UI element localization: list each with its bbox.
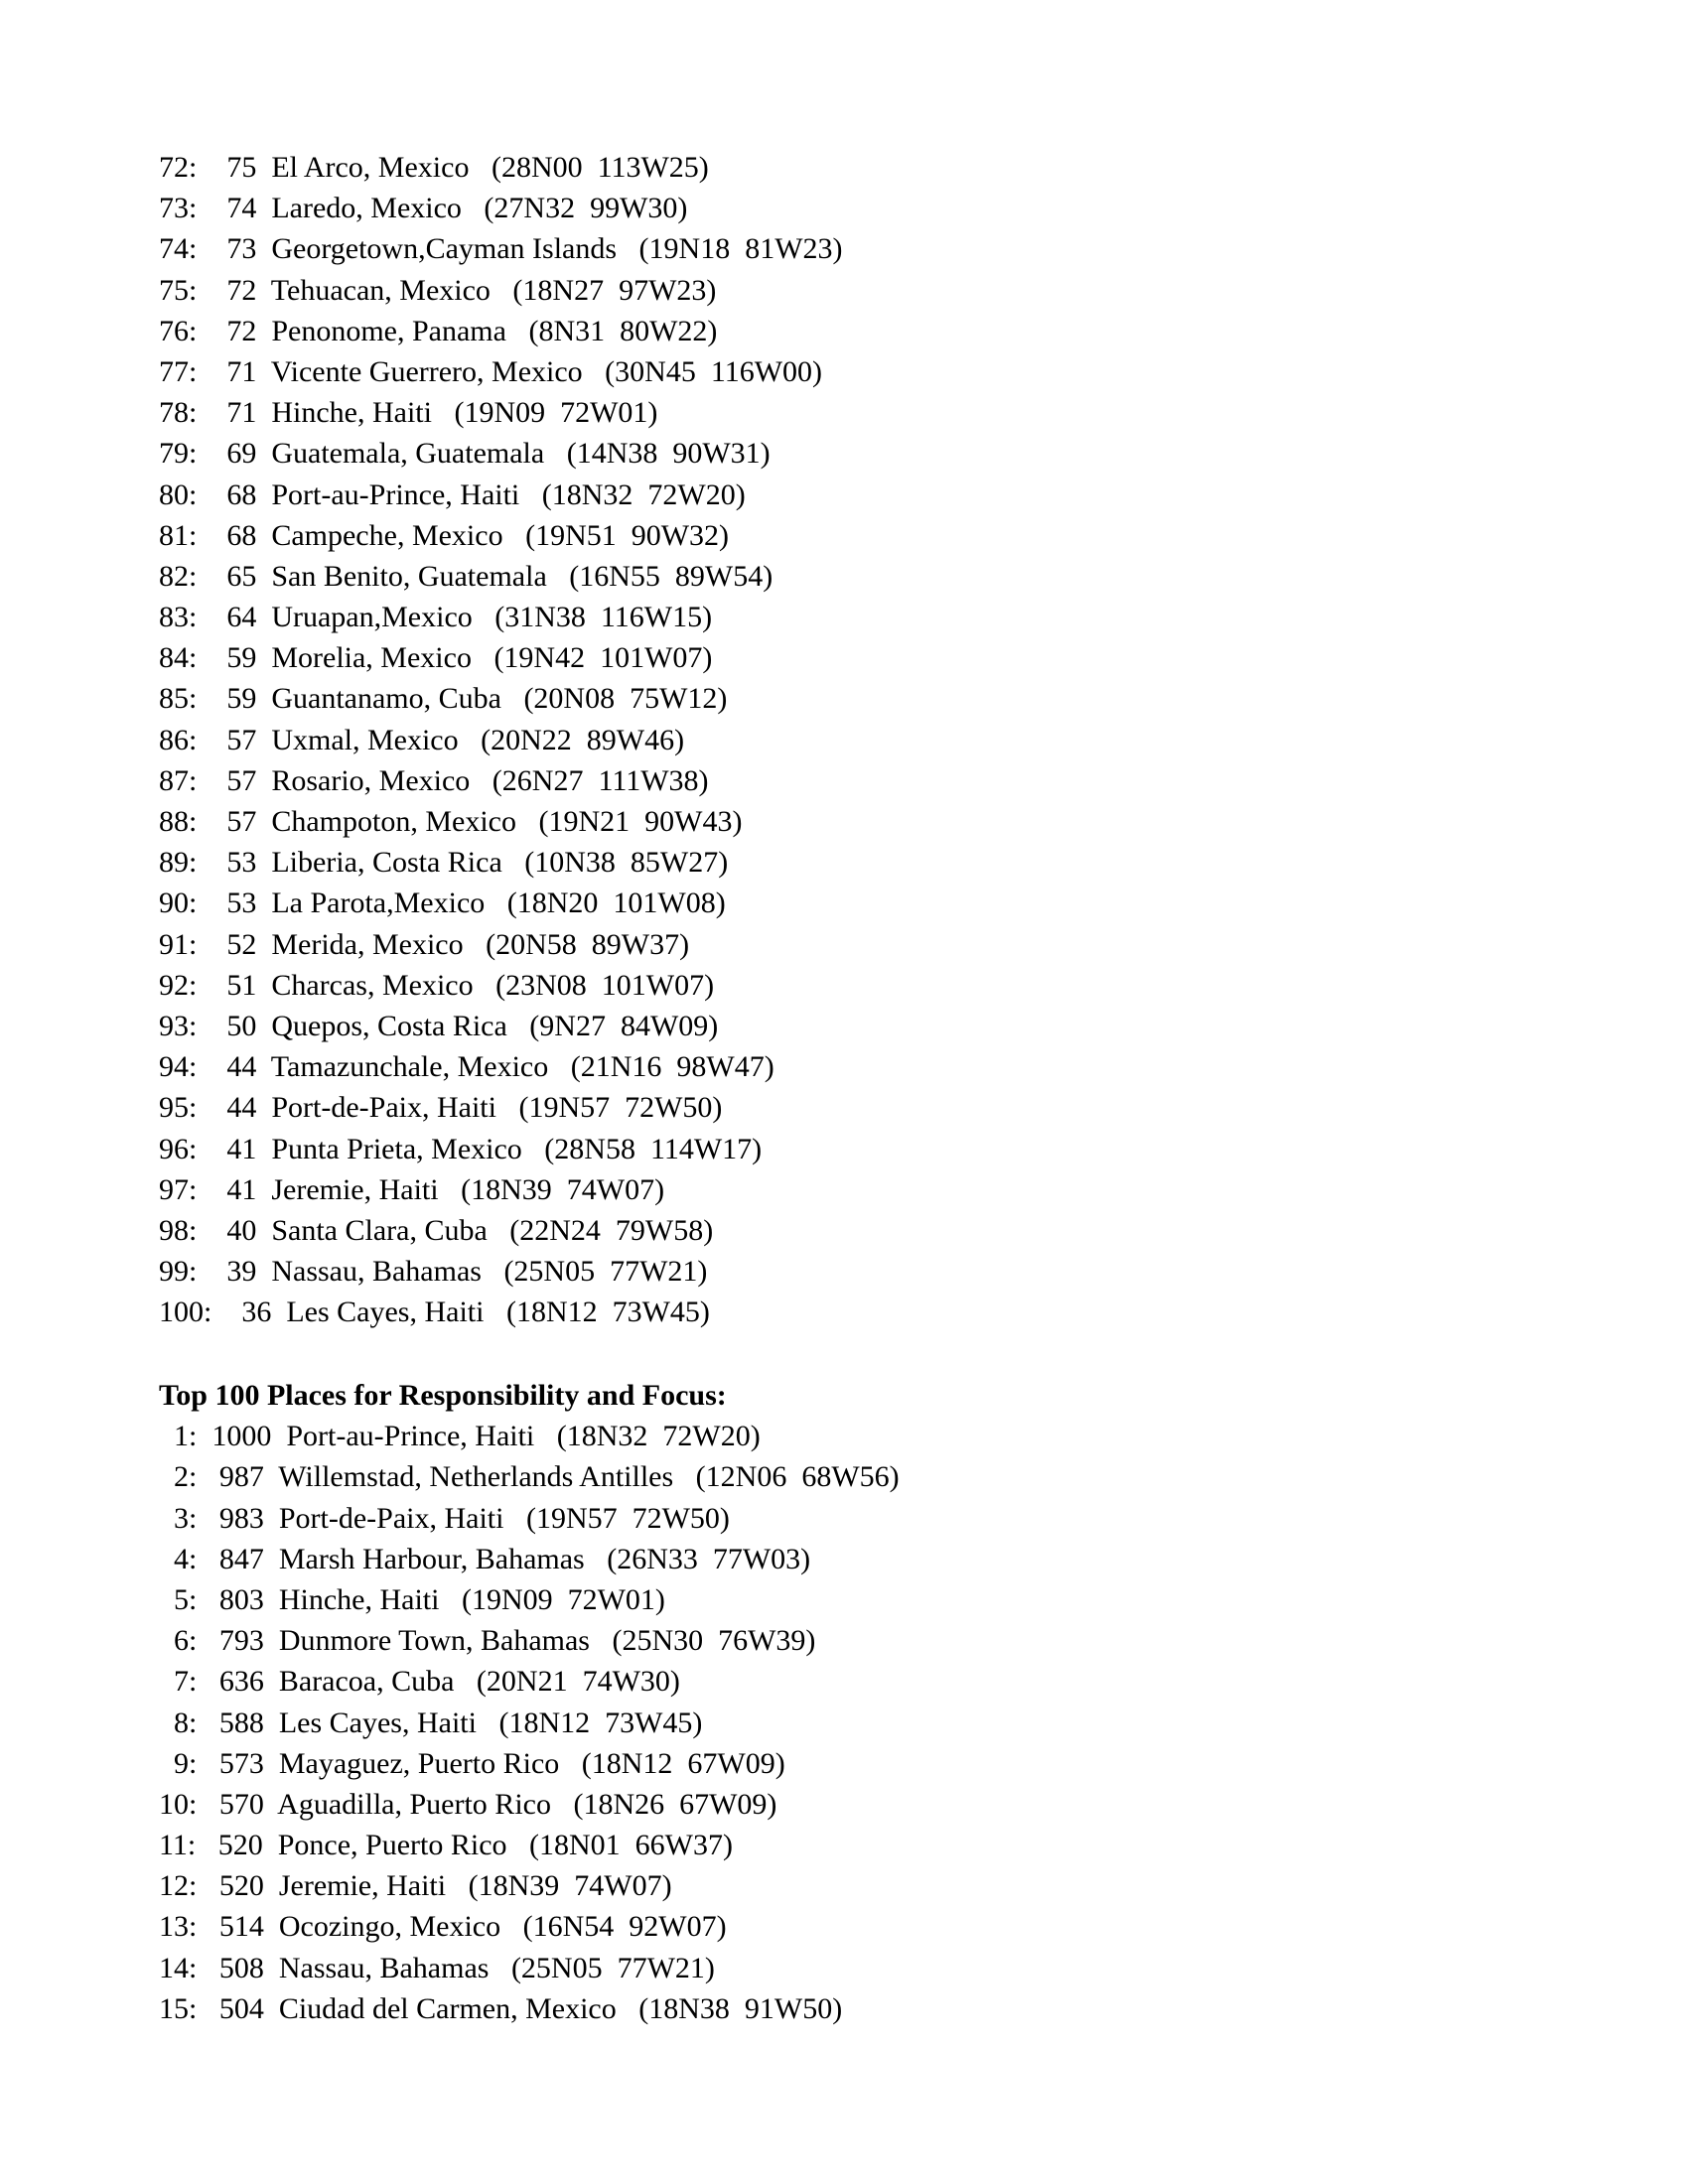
list-item: 9: 573 Mayaguez, Puerto Rico (18N12 67W09) xyxy=(159,1746,785,1780)
list-item: 94: 44 Tamazunchale, Mexico (21N16 98W47) xyxy=(159,1050,774,1084)
list-item: 97: 41 Jeremie, Haiti (18N39 74W07) xyxy=(159,1172,665,1206)
list-item: 6: 793 Dunmore Town, Bahamas (25N30 76W39) xyxy=(159,1624,816,1658)
list-item: 3: 983 Port-de-Paix, Haiti (19N57 72W50) xyxy=(159,1501,730,1535)
list-item: 84: 59 Morelia, Mexico (19N42 101W07) xyxy=(159,641,713,675)
section-heading: Top 100 Places for Responsibility and Focus: xyxy=(159,1379,727,1412)
list-item: 13: 514 Ocozingo, Mexico (16N54 92W07) xyxy=(159,1910,727,1944)
list-item: 1: 1000 Port-au-Prince, Haiti (18N32 72W20) xyxy=(159,1420,761,1453)
list-item: 95: 44 Port-de-Paix, Haiti (19N57 72W50) xyxy=(159,1091,723,1125)
list-item: 75: 72 Tehuacan, Mexico (18N27 97W23) xyxy=(159,273,717,307)
list-item: 7: 636 Baracoa, Cuba (20N21 74W30) xyxy=(159,1665,680,1699)
list-item: 73: 74 Laredo, Mexico (27N32 99W30) xyxy=(159,192,688,225)
list-item: 14: 508 Nassau, Bahamas (25N05 77W21) xyxy=(159,1951,715,1984)
list-item: 76: 72 Penonome, Panama (8N31 80W22) xyxy=(159,314,718,347)
list-item: 11: 520 Ponce, Puerto Rico (18N01 66W37) xyxy=(159,1829,733,1862)
list-item: 93: 50 Quepos, Costa Rica (9N27 84W09) xyxy=(159,1009,719,1042)
list-item: 85: 59 Guantanamo, Cuba (20N08 75W12) xyxy=(159,682,728,716)
list-item: 4: 847 Marsh Harbour, Bahamas (26N33 77W03) xyxy=(159,1542,811,1575)
list-item: 99: 39 Nassau, Bahamas (25N05 77W21) xyxy=(159,1255,708,1289)
list-item: 81: 68 Campeche, Mexico (19N51 90W32) xyxy=(159,518,730,552)
list-item: 83: 64 Uruapan,Mexico (31N38 116W15) xyxy=(159,601,713,634)
list-item: 15: 504 Ciudad del Carmen, Mexico (18N38 91W50) xyxy=(159,1991,843,2025)
list-item: 78: 71 Hinche, Haiti (19N09 72W01) xyxy=(159,396,658,430)
list-item: 72: 75 El Arco, Mexico (28N00 113W25) xyxy=(159,151,709,184)
list-item: 10: 570 Aguadilla, Puerto Rico (18N26 67W09) xyxy=(159,1787,777,1821)
list-item: 87: 57 Rosario, Mexico (26N27 111W38) xyxy=(159,763,709,797)
list-item: 98: 40 Santa Clara, Cuba (22N24 79W58) xyxy=(159,1213,714,1247)
list-item: 92: 51 Charcas, Mexico (23N08 101W07) xyxy=(159,968,715,1002)
list-item: 91: 52 Merida, Mexico (20N58 89W37) xyxy=(159,927,690,961)
list-item: 2: 987 Willemstad, Netherlands Antilles (12N06 68W56) xyxy=(159,1460,900,1494)
list-item: 8: 588 Les Cayes, Haiti (18N12 73W45) xyxy=(159,1706,703,1739)
list-item: 86: 57 Uxmal, Mexico (20N22 89W46) xyxy=(159,723,685,756)
list-item: 80: 68 Port-au-Prince, Haiti (18N32 72W20) xyxy=(159,478,746,511)
responsibility-focus-section xyxy=(159,1375,900,2029)
list-item: 89: 53 Liberia, Costa Rica (10N38 85W27) xyxy=(159,846,729,880)
list-item: 96: 41 Punta Prieta, Mexico (28N58 114W17) xyxy=(159,1132,763,1165)
list-item: 79: 69 Guatemala, Guatemala (14N38 90W31) xyxy=(159,437,771,471)
list-item: 82: 65 San Benito, Guatemala (16N55 89W54) xyxy=(159,559,774,593)
list-item: 88: 57 Champoton, Mexico (19N21 90W43) xyxy=(159,805,743,838)
list-item: 74: 73 Georgetown,Cayman Islands (19N18 81W23) xyxy=(159,232,843,266)
list-item: 77: 71 Vicente Guerrero, Mexico (30N45 116W00) xyxy=(159,354,823,388)
list-item: 12: 520 Jeremie, Haiti (18N39 74W07) xyxy=(159,1869,672,1903)
list-item: 100: 36 Les Cayes, Haiti (18N12 73W45) xyxy=(159,1296,710,1329)
list-item: 90: 53 La Parota,Mexico (18N20 101W08) xyxy=(159,887,726,920)
ranked-list-continued xyxy=(159,147,843,1332)
list-item: 5: 803 Hinche, Haiti (19N09 72W01) xyxy=(159,1582,665,1616)
